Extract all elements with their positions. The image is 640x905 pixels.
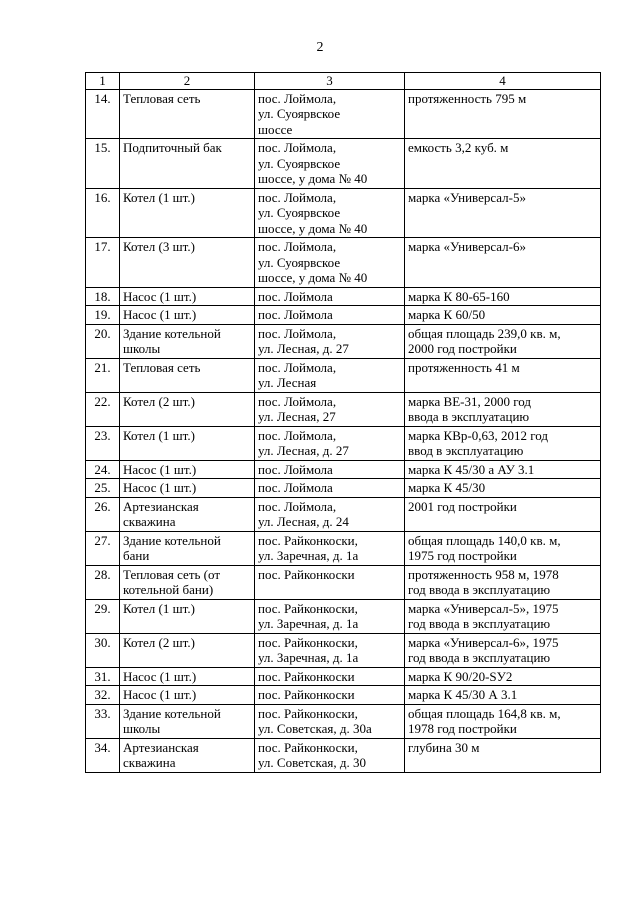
- object-name-cell: [120, 324, 255, 358]
- row-number-cell: 28.: [86, 565, 120, 599]
- object-location-line: ул. Заречная, д. 1а: [258, 616, 359, 631]
- object-location-line: ул. Суоярвское: [258, 106, 341, 121]
- object-name-cell: [120, 89, 255, 139]
- table-row: [86, 460, 601, 479]
- object-description-line: ввода в эксплуатацию: [408, 409, 530, 424]
- table-row: [86, 599, 601, 633]
- table-body: [86, 73, 601, 773]
- header-cell-2: 2: [120, 73, 255, 90]
- object-description-cell: [405, 426, 601, 460]
- object-name-cell: [120, 139, 255, 189]
- object-description-line: марка К 45/30 А 3.1: [408, 687, 518, 702]
- object-location-line: пос. Лоймола,: [258, 189, 337, 205]
- table-row: [86, 139, 601, 189]
- object-name-line: Котел (2 шт.): [123, 634, 195, 650]
- object-name-line: Насос (1 шт.): [123, 687, 197, 702]
- object-name-cell: [120, 392, 255, 426]
- object-location-cell: [255, 89, 405, 139]
- object-name-line: Артезианская: [123, 739, 199, 755]
- header-cell-4: 4: [405, 73, 601, 90]
- object-description-cell: [405, 599, 601, 633]
- object-description-cell: [405, 238, 601, 288]
- row-number-cell: 23.: [86, 426, 120, 460]
- object-description-line: марка КВр-0,63, 2012 год: [408, 427, 548, 443]
- table-row: [86, 497, 601, 531]
- header-cell-3: 3: [255, 73, 405, 90]
- row-number-cell: 27.: [86, 531, 120, 565]
- object-description-line: марка «Универсал-5»: [408, 189, 526, 205]
- object-description-line: протяженность 795 м: [408, 90, 527, 106]
- object-location-cell: [255, 633, 405, 667]
- object-description-line: протяженность 958 м, 1978: [408, 566, 559, 582]
- object-location-line: пос. Райконкоски,: [258, 600, 358, 616]
- object-description-line: емкость 3,2 куб. м: [408, 140, 509, 155]
- object-name-line: школы: [123, 721, 161, 736]
- object-location-line: пос. Лоймола,: [258, 90, 337, 106]
- table-row: [86, 426, 601, 460]
- object-location-line: ул. Лесная, д. 24: [258, 514, 349, 529]
- object-name-cell: [120, 188, 255, 238]
- object-name-line: Котел (1 шт.): [123, 600, 195, 616]
- object-location-line: ул. Советская, д. 30: [258, 755, 367, 770]
- row-number-cell: 15.: [86, 139, 120, 189]
- object-description-line: марка К 60/50: [408, 307, 486, 322]
- object-name-line: Насос (1 шт.): [123, 288, 197, 304]
- object-name-line: Подпиточный бак: [123, 140, 222, 155]
- table-row: [86, 238, 601, 288]
- object-location-cell: [255, 479, 405, 498]
- object-location-line: ул. Суоярвское: [258, 155, 341, 171]
- object-location-cell: [255, 667, 405, 686]
- object-location-line: пос. Лоймола,: [258, 393, 337, 409]
- object-description-cell: [405, 324, 601, 358]
- object-description-cell: [405, 686, 601, 705]
- object-description-cell: [405, 460, 601, 479]
- object-name-line: Насос (1 шт.): [123, 480, 197, 495]
- table-row: [86, 287, 601, 306]
- object-location-cell: [255, 565, 405, 599]
- object-description-cell: [405, 287, 601, 306]
- object-name-line: Котел (2 шт.): [123, 393, 195, 409]
- object-name-cell: [120, 358, 255, 392]
- table-row: [86, 738, 601, 772]
- header-cell-1: 1: [86, 73, 120, 90]
- object-name-line: Котел (1 шт.): [123, 427, 195, 443]
- object-name-line: котельной бани): [123, 582, 214, 597]
- object-location-line: шоссе, у дома № 40: [258, 220, 368, 236]
- object-name-cell: [120, 633, 255, 667]
- table-row: [86, 479, 601, 498]
- object-description-cell: [405, 704, 601, 738]
- object-location-cell: [255, 238, 405, 288]
- object-description-cell: [405, 738, 601, 772]
- row-number-cell: 24.: [86, 460, 120, 479]
- object-location-line: пос. Лоймола: [258, 480, 333, 495]
- object-name-line: Тепловая сеть (от: [123, 566, 221, 582]
- object-name-cell: [120, 238, 255, 288]
- object-location-line: пос. Райконкоски: [258, 566, 355, 582]
- object-location-line: пос. Райконкоски,: [258, 532, 358, 548]
- object-name-line: Котел (3 шт.): [123, 239, 195, 254]
- row-number-cell: 20.: [86, 324, 120, 358]
- object-location-line: пос. Райконкоски,: [258, 634, 358, 650]
- object-location-cell: [255, 599, 405, 633]
- object-description-line: марка К 45/30 а АУ 3.1: [408, 461, 535, 477]
- object-location-line: пос. Лоймола,: [258, 359, 337, 375]
- row-number-cell: 17.: [86, 238, 120, 288]
- object-location-cell: [255, 738, 405, 772]
- object-location-line: пос. Лоймола,: [258, 325, 337, 341]
- object-location-line: пос. Райконкоски,: [258, 739, 358, 755]
- row-number-cell: 22.: [86, 392, 120, 426]
- object-location-line: шоссе, у дома № 40: [258, 171, 368, 186]
- table-row: [86, 531, 601, 565]
- object-description-line: 1978 год постройки: [408, 721, 517, 736]
- object-name-line: Здание котельной: [123, 325, 221, 341]
- object-location-cell: [255, 497, 405, 531]
- table-row: [86, 358, 601, 392]
- object-description-cell: [405, 531, 601, 565]
- row-number-cell: 18.: [86, 287, 120, 306]
- object-name-line: Артезианская: [123, 498, 199, 514]
- object-location-line: пос. Лоймола: [258, 288, 333, 304]
- object-name-cell: [120, 479, 255, 498]
- row-number-cell: 31.: [86, 667, 120, 686]
- object-location-line: пос. Лоймола: [258, 307, 333, 322]
- table-row: [86, 188, 601, 238]
- object-description-cell: [405, 565, 601, 599]
- object-location-cell: [255, 188, 405, 238]
- object-description-cell: [405, 392, 601, 426]
- object-name-line: Тепловая сеть: [123, 90, 201, 106]
- object-name-line: бани: [123, 548, 150, 563]
- table-row: [86, 89, 601, 139]
- object-description-line: 2000 год постройки: [408, 341, 517, 356]
- object-location-cell: [255, 531, 405, 565]
- object-description-line: год ввода в эксплуатацию: [408, 650, 551, 665]
- table-row: [86, 667, 601, 686]
- object-description-line: год ввода в эксплуатацию: [408, 582, 551, 597]
- object-description-line: 2001 год постройки: [408, 498, 517, 514]
- row-number-cell: 30.: [86, 633, 120, 667]
- object-name-line: Насос (1 шт.): [123, 668, 197, 684]
- object-name-cell: [120, 565, 255, 599]
- object-description-cell: [405, 89, 601, 139]
- object-description-cell: [405, 358, 601, 392]
- object-description-line: глубина 30 м: [408, 739, 480, 755]
- object-description-line: год ввода в эксплуатацию: [408, 616, 551, 631]
- object-name-cell: [120, 306, 255, 325]
- object-location-cell: [255, 287, 405, 306]
- object-description-line: марка К 45/30: [408, 480, 486, 495]
- object-location-cell: [255, 704, 405, 738]
- object-location-line: ул. Советская, д. 30а: [258, 721, 372, 736]
- object-description-line: общая площадь 140,0 кв. м,: [408, 532, 561, 548]
- object-description-line: протяженность 41 м: [408, 359, 520, 375]
- object-location-line: пос. Лоймола,: [258, 140, 337, 155]
- object-name-cell: [120, 704, 255, 738]
- object-location-line: ул. Заречная, д. 1а: [258, 548, 359, 563]
- object-description-cell: [405, 188, 601, 238]
- row-number-cell: 16.: [86, 188, 120, 238]
- object-location-line: ул. Лесная, д. 27: [258, 341, 349, 356]
- row-number-cell: 21.: [86, 358, 120, 392]
- object-location-line: пос. Лоймола,: [258, 498, 337, 514]
- property-table: [85, 72, 601, 773]
- object-name-cell: [120, 426, 255, 460]
- object-name-cell: [120, 686, 255, 705]
- table-row: [86, 392, 601, 426]
- object-location-line: пос. Лоймола,: [258, 239, 337, 254]
- object-location-cell: [255, 686, 405, 705]
- object-description-line: 1975 год постройки: [408, 548, 517, 563]
- row-number-cell: 32.: [86, 686, 120, 705]
- object-name-cell: [120, 531, 255, 565]
- table-row: [86, 633, 601, 667]
- object-location-line: ул. Лесная: [258, 375, 317, 390]
- object-description-cell: [405, 306, 601, 325]
- object-location-line: ул. Лесная, д. 27: [258, 443, 349, 458]
- object-location-cell: [255, 426, 405, 460]
- object-description-line: ввод в эксплуатацию: [408, 443, 524, 458]
- row-number-cell: 34.: [86, 738, 120, 772]
- object-name-cell: [120, 287, 255, 306]
- row-number-cell: 25.: [86, 479, 120, 498]
- object-location-cell: [255, 460, 405, 479]
- table-header-row: [86, 73, 601, 90]
- object-location-line: пос. Райконкоски: [258, 668, 355, 684]
- object-location-line: шоссе, у дома № 40: [258, 270, 368, 285]
- object-name-line: Тепловая сеть: [123, 359, 201, 375]
- page-number: 2: [316, 40, 324, 55]
- object-description-line: марка К 80-65-160: [408, 288, 510, 304]
- object-location-line: пос. Райконкоски: [258, 687, 355, 702]
- object-name-line: Здание котельной: [123, 532, 221, 548]
- row-number-cell: 29.: [86, 599, 120, 633]
- object-name-line: скважина: [123, 755, 176, 770]
- object-location-line: пос. Лоймола: [258, 461, 333, 477]
- object-name-line: Здание котельной: [123, 705, 221, 721]
- object-name-line: скважина: [123, 514, 176, 529]
- object-description-line: марка «Универсал-6»: [408, 239, 526, 254]
- object-description-line: марка «Универсал-5», 1975: [408, 600, 559, 616]
- object-description-line: марка К 90/20-SУ2: [408, 668, 513, 684]
- object-description-cell: [405, 667, 601, 686]
- object-description-cell: [405, 139, 601, 189]
- object-name-line: Насос (1 шт.): [123, 461, 197, 477]
- row-number-cell: 33.: [86, 704, 120, 738]
- table-row: [86, 324, 601, 358]
- object-location-cell: [255, 306, 405, 325]
- object-description-line: общая площадь 164,8 кв. м,: [408, 705, 561, 721]
- object-location-line: ул. Суоярвское: [258, 205, 341, 220]
- object-location-cell: [255, 392, 405, 426]
- table-row: [86, 686, 601, 705]
- object-name-cell: [120, 738, 255, 772]
- object-location-line: пос. Лоймола,: [258, 427, 337, 443]
- object-location-line: пос. Райконкоски,: [258, 705, 358, 721]
- object-name-line: Котел (1 шт.): [123, 189, 195, 205]
- row-number-cell: 26.: [86, 497, 120, 531]
- object-location-cell: [255, 324, 405, 358]
- object-location-line: шоссе: [258, 121, 293, 137]
- object-description-line: общая площадь 239,0 кв. м,: [408, 325, 561, 341]
- object-name-cell: [120, 497, 255, 531]
- object-name-line: школы: [123, 341, 161, 356]
- row-number-cell: 14.: [86, 89, 120, 139]
- object-location-cell: [255, 139, 405, 189]
- object-location-line: ул. Лесная, 27: [258, 409, 336, 424]
- table-row: [86, 306, 601, 325]
- object-name-line: Насос (1 шт.): [123, 307, 197, 322]
- object-location-line: ул. Суоярвское: [258, 254, 341, 270]
- object-location-cell: [255, 358, 405, 392]
- table-row: [86, 565, 601, 599]
- object-name-cell: [120, 460, 255, 479]
- object-description-cell: [405, 633, 601, 667]
- object-description-cell: [405, 497, 601, 531]
- object-location-line: ул. Заречная, д. 1а: [258, 650, 359, 665]
- object-name-cell: [120, 667, 255, 686]
- object-description-line: марка ВЕ-31, 2000 год: [408, 393, 531, 409]
- object-description-cell: [405, 479, 601, 498]
- object-name-cell: [120, 599, 255, 633]
- table-row: [86, 704, 601, 738]
- object-description-line: марка «Универсал-6», 1975: [408, 634, 559, 650]
- row-number-cell: 19.: [86, 306, 120, 325]
